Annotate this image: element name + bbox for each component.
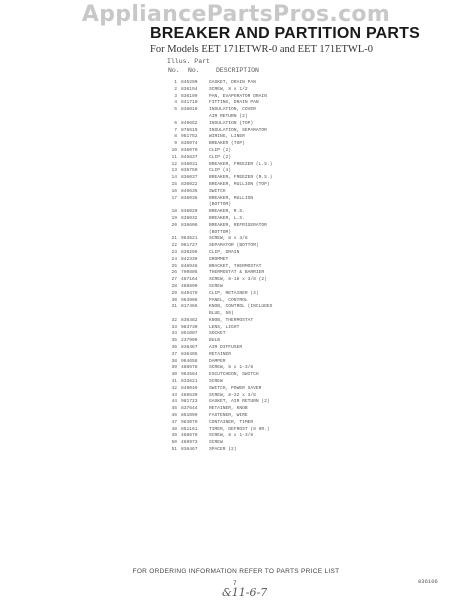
part-description: BREAKER, FREEZER (R.S.): [209, 175, 273, 181]
part-key: 6: [174, 120, 177, 126]
part-description: RETAINER: [209, 351, 232, 357]
part-number: 836194: [181, 86, 198, 92]
part-key: 39: [171, 365, 177, 371]
parts-row: [163, 209, 363, 216]
part-number: 845837: [181, 154, 198, 160]
part-description: AIR DIFFUSER: [209, 345, 243, 351]
part-description: KNOB, THERMOSTAT: [209, 317, 254, 323]
part-number: 983079: [181, 419, 198, 425]
parts-row: [163, 223, 363, 230]
part-key: 2: [174, 86, 177, 92]
part-description: SCREW: [209, 283, 223, 289]
part-description: WIRING, LINER: [209, 134, 245, 140]
part-key: 37: [171, 351, 177, 357]
part-key: 20: [171, 222, 177, 228]
parts-row: [163, 196, 363, 203]
parts-row: [163, 182, 363, 189]
part-description: CLIP (2): [209, 147, 232, 153]
parts-row: [163, 155, 363, 162]
part-number: 836022: [181, 181, 198, 187]
part-key: 38: [171, 358, 177, 364]
part-number: 836467: [181, 345, 198, 351]
parts-row: [163, 216, 363, 223]
part-key: 25: [171, 263, 177, 269]
part-number: 842339: [181, 256, 198, 262]
part-key: 51: [171, 447, 177, 453]
part-key: 22: [171, 243, 177, 249]
models-subtitle: For Models EET 171ETWR-0 and EET 171ETWL-0: [150, 44, 373, 55]
part-description: DAMPER: [209, 358, 226, 364]
part-no-header: No.: [188, 67, 200, 74]
part-description: SCREW: [209, 379, 223, 385]
part-description: SWITCH, POWER SAVER: [209, 385, 262, 391]
part-description: (BOTTOM): [209, 202, 232, 208]
part-key: 28: [171, 283, 177, 289]
part-description: CLIP, RETAINER (4): [209, 290, 259, 296]
part-key: 9: [174, 141, 177, 147]
part-description: LENS, LIGHT: [209, 324, 240, 330]
part-description: BREAKER (TOP): [209, 141, 245, 147]
part-description: GASKET, AIR RETURN (2): [209, 399, 270, 405]
parts-row: [163, 440, 363, 447]
part-number: 487164: [181, 277, 198, 283]
part-key: 46: [171, 413, 177, 419]
part-key: 4: [174, 100, 177, 106]
part-key: 15: [171, 181, 177, 187]
part-key: 42: [171, 385, 177, 391]
part-description: BREAKER, MULLION: [209, 195, 254, 201]
part-key: 18: [171, 209, 177, 215]
part-description: CONTAINER, TIMER: [209, 419, 254, 425]
part-key: 16: [171, 188, 177, 194]
part-description: SCREW, 8 x 1-3/8: [209, 365, 254, 371]
part-key: 24: [171, 256, 177, 262]
part-key: 3: [174, 93, 177, 99]
parts-row: [163, 352, 363, 359]
part-key: 8: [174, 134, 177, 140]
part-description: GROMMET: [209, 256, 229, 262]
part-description: SCREW: [209, 440, 223, 446]
parts-row: [163, 141, 363, 148]
part-number: 981727: [181, 243, 198, 249]
part-description: SEPARATOR (BOTTOM): [209, 243, 259, 249]
part-key: 13: [171, 168, 177, 174]
part-number: 851099: [181, 413, 198, 419]
part-number: 836606: [181, 222, 198, 228]
part-key: 10: [171, 147, 177, 153]
part-number: 848946: [181, 263, 198, 269]
part-key: 34: [171, 331, 177, 337]
parts-row: [163, 304, 363, 311]
part-number: 836010: [181, 107, 198, 113]
part-key: 33: [171, 324, 177, 330]
parts-row: [163, 114, 363, 121]
part-description: SCREW, 8 x 3/8: [209, 236, 248, 242]
part-key: 11: [171, 154, 177, 160]
part-key: 31: [171, 304, 177, 310]
part-number: 833621: [181, 379, 198, 385]
key-no-header: No.: [168, 67, 180, 74]
description-header: DESCRIPTION: [216, 67, 259, 74]
part-number: 836495: [181, 351, 198, 357]
parts-row: [163, 277, 363, 284]
part-key: 47: [171, 419, 177, 425]
part-key: 49: [171, 433, 177, 439]
parts-list: [163, 80, 363, 454]
part-description: (BOTTOM): [209, 229, 232, 235]
part-number: 841710: [181, 100, 198, 106]
part-description: KNOB, CONTROL (INCLUDES: [209, 304, 273, 310]
part-number: 849049: [181, 385, 198, 391]
page-title: BREAKER AND PARTITION PARTS: [150, 25, 420, 42]
part-key: 26: [171, 270, 177, 276]
part-description: THERMOSTAT & BARRIER: [209, 270, 265, 276]
part-number: 836037: [181, 175, 198, 181]
part-description: AIR RETURN (2): [209, 113, 248, 119]
part-key: 30: [171, 297, 177, 303]
parts-row: [163, 107, 363, 114]
part-number: 837644: [181, 406, 198, 412]
part-description: FASTENER, WIRE: [209, 413, 248, 419]
part-number: 237909: [181, 338, 198, 344]
part-number: 851161: [181, 426, 198, 432]
parts-row: [163, 189, 363, 196]
part-key: 44: [171, 399, 177, 405]
parts-row: [163, 413, 363, 420]
part-description: BLUE, 50): [209, 311, 234, 317]
part-description: BREAKER, FREEZER (L.S.): [209, 161, 273, 167]
parts-row: [163, 447, 363, 454]
part-number: 836750: [181, 168, 198, 174]
part-number: 981752: [181, 134, 198, 140]
part-description: SCREW, 8-32 x 3/8: [209, 392, 256, 398]
part-number: 488678: [181, 365, 198, 371]
part-key: 40: [171, 372, 177, 378]
part-number: 836295: [181, 249, 198, 255]
part-number: 836070: [181, 147, 198, 153]
part-description: TIMER, DEFROST (8 HR.): [209, 426, 270, 432]
part-number: 790805: [181, 270, 198, 276]
parts-row: [163, 311, 363, 318]
part-number: 488678: [181, 433, 198, 439]
part-number: 981723: [181, 399, 198, 405]
illus-part-header: Illus. Part: [167, 58, 210, 65]
part-description: SPACER (2): [209, 447, 237, 453]
part-number: 817466: [181, 304, 198, 310]
part-number: 983730: [181, 324, 198, 330]
part-number: 488530: [181, 392, 198, 398]
parts-row: [163, 80, 363, 87]
parts-row: [163, 243, 363, 250]
part-description: PANEL, CONTROL: [209, 297, 248, 303]
parts-row: [163, 257, 363, 264]
part-description: SCREW, 8 x 1/2: [209, 86, 248, 92]
part-key: 27: [171, 277, 177, 283]
parts-row: [163, 121, 363, 128]
part-number: 845290: [181, 80, 198, 85]
part-key: 41: [171, 379, 177, 385]
part-description: SOCKET: [209, 331, 226, 337]
part-key: 19: [171, 215, 177, 221]
page-number: 7: [233, 580, 237, 587]
parts-row: [163, 148, 363, 155]
handwritten-note: &11-6-7: [222, 586, 268, 599]
parts-row: [163, 318, 363, 325]
part-key: 5: [174, 107, 177, 113]
part-description: CLIP (4): [209, 168, 232, 174]
part-number: 836482: [181, 317, 198, 323]
part-description: INSULATION, SEPARATOR: [209, 127, 267, 133]
part-description: GASKET, DRAIN PAN: [209, 80, 256, 85]
part-key: 14: [171, 175, 177, 181]
part-key: 45: [171, 406, 177, 412]
parts-row: [163, 250, 363, 257]
part-key: 23: [171, 249, 177, 255]
watermark-text: AppliancePartsPros.com: [81, 2, 391, 27]
part-key: 7: [174, 127, 177, 133]
part-number: 836199: [181, 93, 198, 99]
parts-row: [163, 291, 363, 298]
part-number: 836074: [181, 141, 198, 147]
document-code: 836106: [418, 578, 438, 585]
part-key: 12: [171, 161, 177, 167]
part-description: BRACKET, THERMOSTAT: [209, 263, 262, 269]
part-description: SWITCH: [209, 188, 226, 194]
part-number: 489973: [181, 440, 198, 446]
part-key: 21: [171, 236, 177, 242]
part-number: 836032: [181, 215, 198, 221]
part-number: 836020: [181, 209, 198, 215]
parts-row: [163, 386, 363, 393]
part-key: 32: [171, 317, 177, 323]
part-description: SCREW, 8 x 1-3/8: [209, 433, 254, 439]
part-description: ESCUTCHEON, SWITCH: [209, 372, 259, 378]
parts-row: [163, 420, 363, 427]
part-description: INSULATION (TOP): [209, 120, 254, 126]
parts-row: [163, 284, 363, 291]
part-description: BREAKER, MULLION (TOP): [209, 181, 270, 187]
part-number: 849635: [181, 188, 198, 194]
part-key: 29: [171, 290, 177, 296]
part-key: 1: [174, 80, 177, 85]
part-description: INSULATION, COVER: [209, 107, 256, 113]
part-number: 876619: [181, 127, 198, 133]
part-key: 50: [171, 440, 177, 446]
part-number: 963584: [181, 372, 198, 378]
part-description: PAN, EVAPORATOR DRAIN: [209, 93, 267, 99]
part-key: 48: [171, 426, 177, 432]
part-number: 963908: [181, 297, 198, 303]
part-description: CLIP, DRAIN: [209, 249, 240, 255]
part-description: BREAKER, REFRIGERATOR: [209, 222, 267, 228]
part-key: 17: [171, 195, 177, 201]
part-description: FITTING, DRAIN PAN: [209, 100, 259, 106]
parts-row: [163, 87, 363, 94]
part-number: 964658: [181, 358, 198, 364]
part-description: BREAKER, R.S.: [209, 209, 245, 215]
part-number: 836467: [181, 447, 198, 453]
parts-row: [163, 175, 363, 182]
parts-row: [163, 345, 363, 352]
part-description: BULB: [209, 338, 221, 344]
part-description: BREAKER, L.S.: [209, 215, 245, 221]
part-key: 36: [171, 345, 177, 351]
part-number: 836035: [181, 195, 198, 201]
part-number: 851007: [181, 331, 198, 337]
part-number: 836031: [181, 161, 198, 167]
part-description: RETAINER, KNOB: [209, 406, 248, 412]
parts-row: [163, 379, 363, 386]
part-number: 849652: [181, 120, 198, 126]
part-key: 35: [171, 338, 177, 344]
ordering-footer: FOR ORDERING INFORMATION REFER TO PARTS PRICE LIST: [132, 568, 340, 575]
part-number: 983621: [181, 236, 198, 242]
part-description: CLIP (2): [209, 154, 232, 160]
part-description: SCREW, 8-18 x 3/8 (2): [209, 277, 267, 283]
part-number: 849479: [181, 290, 198, 296]
part-number: 488890: [181, 283, 198, 289]
part-key: 43: [171, 392, 177, 398]
